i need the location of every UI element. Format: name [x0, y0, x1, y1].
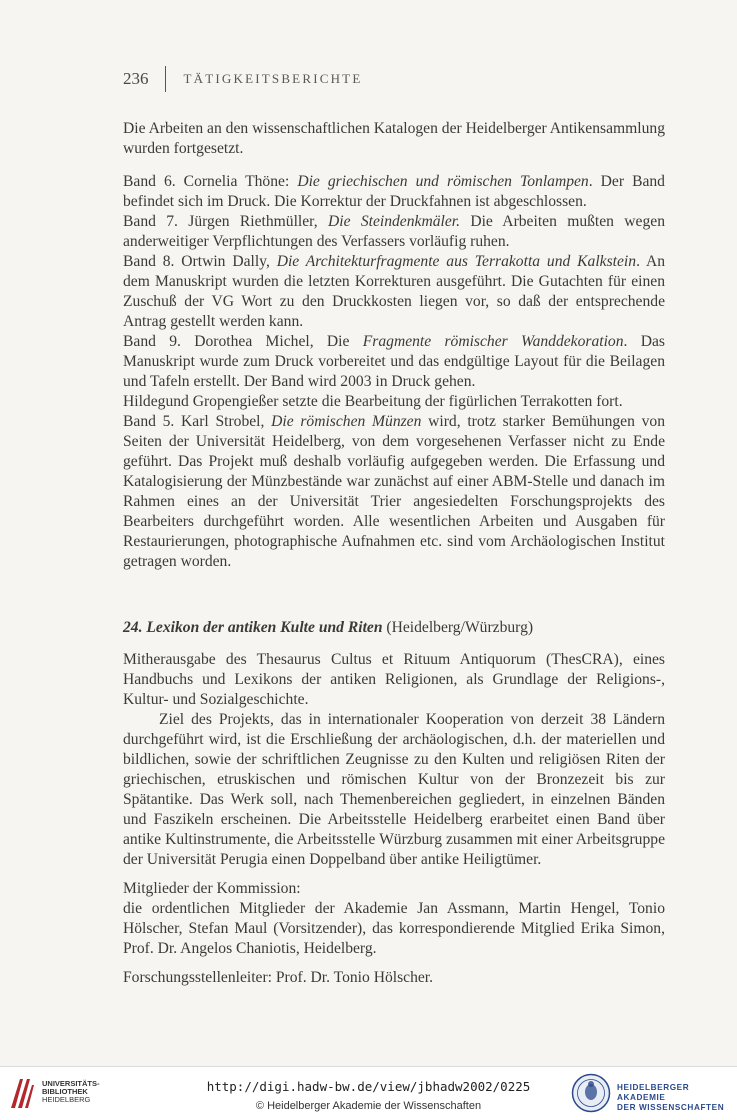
paragraph-band-5: Band 5. Karl Strobel, Die römischen Münzen wird, trotz starker Bemühungen von Seiten der Universität Heidelberg, von dem vorgesehenen Verfasser nicht zu Ende geführt. Das Projekt muß deshalb vorläufig aufgegeben werden. Die Erfassung und Katalogisierung der Münzbestände war zunächst auf einer ABM-Stelle und danach im Rahmen eines an der Universität Trier angesiedelten Forschungsprojekts des Bearbeiters durchgeführt worden. Alle wesentlichen Arbeiten und Ausgaben für Restaurierungen, photographische Aufnahmen etc. sind vom Archäologischen Institut getragen worden. — [123, 413, 665, 570]
section-title: Lexikon der antiken Kulte und Riten — [146, 619, 383, 636]
paragraph-band-6: Band 6. Cornelia Thöne: Die griechischen und römischen Tonlampen. Der Band befindet sich im Druck. Die Korrektur der Druckfahnen ist abgeschlossen. — [123, 173, 665, 210]
paragraph-project-goal: Ziel des Projekts, das in internationaler Kooperation von derzeit 38 Ländern durchgeführt wird, ist die Erschließung der archäologischen, d.h. der materiellen und bildlichen, sowie der schriftlichen Zeugnisse zu den Kulten und religiösen Riten der griechischen, etruskischen und römischen Kultur von der Bronzezeit bis zur Spätantike. Das Werk soll, nach Themenbereichen gegliedert, in einzelnen Bänden und Faszikeln erscheinen. Die Arbeitsstelle Heidelberg erarbeitet einen Band über antike Kultinstrumente, die Arbeitsstelle Würzburg zusammen mit einer Arbeitsgruppe der Universität Perugia einen Doppelband über antike Heiligtümer. — [123, 711, 665, 868]
book-title: Die Steindenkmäler. — [327, 213, 460, 230]
running-title: TÄTIGKEITSBERICHTE — [183, 71, 363, 86]
paragraph-band-9: Band 9. Dorothea Michel, Die Fragmente römischer Wanddekoration. Das Manuskript wurde zum Druck vorbereitet und das endgültige Layout für die Beilagen und Tafeln erstellt. Der Band wird 2003 in Druck gehen. — [123, 333, 665, 390]
section-24 — [123, 618, 665, 988]
paragraph-band-7: Band 7. Jürgen Riethmüller, Die Steindenkmäler. Die Arbeiten mußten wegen anderweitiger Verpflichtungen des Verfassers vorläufig ruhen. — [123, 213, 665, 250]
footer-bar — [0, 1066, 737, 1120]
academy-seal-icon — [571, 1073, 611, 1113]
page-number: 236 — [123, 69, 149, 88]
header-divider — [165, 66, 166, 92]
members-list: die ordentlichen Mitglieder der Akademie Jan Assmann, Martin Hengel, Tonio Hölscher, Stefan Maul (Vorsitzender), das korrespondierende Mitglied Erika Simon, Prof. Dr. Angelos Chaniotis, Heidelberg. — [123, 900, 665, 957]
copyright-notice: © Heidelberger Akademie der Wissenschaften — [255, 1100, 482, 1112]
running-head — [123, 68, 362, 90]
section-heading — [123, 618, 665, 638]
book-title: Die griechischen und römischen Tonlampen — [297, 173, 589, 190]
research-leader: Forschungsstellenleiter: Prof. Dr. Tonio Hölscher. — [123, 969, 434, 986]
paragraph-intro: Die Arbeiten an den wissenschaftlichen Katalogen der Heidelberger Antikensammlung wurden fortgesetzt. — [123, 120, 665, 157]
report-body — [123, 119, 665, 572]
section-number: 24. — [123, 619, 143, 636]
library-name: UNIVERSITÄTS- BIBLIOTHEK HEIDELBERG — [42, 1079, 100, 1104]
section-place: (Heidelberg/Würzburg) — [386, 619, 534, 636]
book-title: Die römischen Münzen — [271, 413, 422, 430]
paragraph-terrakotten: Hildegund Gropengießer setzte die Bearbeitung der figürlichen Terrakotten fort. — [123, 393, 623, 410]
paragraph-thescra: Mitherausgabe des Thesaurus Cultus et Rituum Antiquorum (ThesCRA), eines Handbuchs und Lexikons der antiken Religionen, als Grundlage der Religions-, Kultur- und Sozialgeschichte. — [123, 651, 665, 708]
academy-name: HEIDELBERGER AKADEMIE DER WISSENSCHAFTEN — [617, 1083, 725, 1112]
book-title: Die Architekturfragmente aus Terrakotta und Kalkstein — [276, 253, 637, 270]
paragraph-band-8: Band 8. Ortwin Dally, Die Architekturfragmente aus Terrakotta und Kalkstein. An dem Manuskript wurden die letzten Korrekturen ausgeführt. Die Gutachten für einen Zuschuß der VG Wort zu den Druckkosten liegen vor, so daß der entsprechende Antrag gestellt werden kann. — [123, 253, 666, 330]
members-label: Mitglieder der Kommission: — [123, 880, 301, 897]
book-title: Fragmente römischer Wanddekoration — [362, 333, 624, 350]
permalink-url[interactable]: http://digi.hadw-bw.de/view/jbhadw2002/0225 — [206, 1079, 531, 1094]
